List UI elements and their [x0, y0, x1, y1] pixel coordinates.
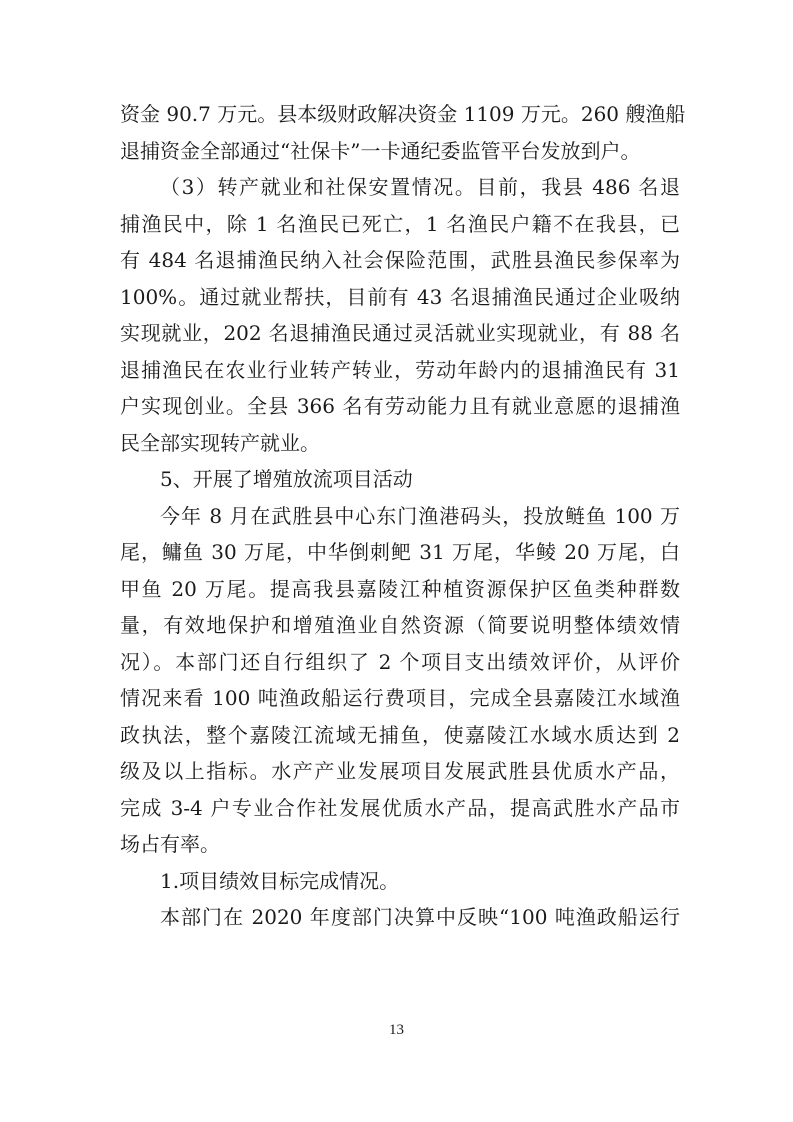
- text-line: 民全部实现转产就业。: [120, 430, 320, 455]
- text-line: 5、开展了增殖放流项目活动: [160, 467, 413, 491]
- text-line: 1.项目绩效目标完成情况。: [160, 868, 400, 893]
- text-line: 资金 90.7 万元。县本级财政解决资金 1109 万元。260 艘渔船: [120, 102, 686, 126]
- text-line: 今年 8 月在武胜县中心东门渔港码头，投放鲢鱼 100 万: [160, 503, 680, 528]
- text-line: 100%。通过就业帮扶，目前有 43 名退捕渔民通过企业吸纳: [120, 284, 680, 309]
- text-line: 级及以上指标。水产产业发展项目发展武胜县优质水产品，: [120, 759, 680, 783]
- text-line: 尾，鳙鱼 30 万尾，中华倒刺鲃 31 万尾，华鲮 20 万尾，白: [120, 540, 680, 564]
- text-line: 捕渔民中，除 1 名渔民已死亡，1 名渔民户籍不在我县，已: [120, 211, 680, 236]
- text-line: 况）。本部门还自行组织了 2 个项目支出绩效评价，从评价: [120, 649, 680, 674]
- text-line: 退捕渔民在农业行业转产转业，劳动年龄内的退捕渔民有 31: [120, 357, 680, 382]
- text-line: 户实现创业。全县 366 名有劳动能力且有就业意愿的退捕渔: [120, 394, 680, 418]
- page-number: 13: [389, 1022, 404, 1038]
- text-line: 量，有效地保护和增殖渔业自然资源（简要说明整体绩效情: [120, 613, 680, 637]
- text-line: 甲鱼 20 万尾。提高我县嘉陵江种植资源保护区鱼类种群数: [120, 576, 680, 601]
- text-line: （3）转产就业和社保安置情况。目前，我县 486 名退: [160, 175, 680, 199]
- text-line: 退捕资金全部通过“社保卡”一卡通纪委监管平台发放到户。: [120, 138, 641, 163]
- text-line: 有 484 名退捕渔民纳入社会保险范围，武胜县渔民参保率为: [120, 248, 680, 272]
- text-line: 场占有率。: [120, 832, 220, 856]
- text-line: 政执法，整个嘉陵江流域无捕鱼，使嘉陵江水域水质达到 2: [120, 722, 680, 747]
- text-line: 本部门在 2020 年度部门决算中反映“100 吨渔政船运行: [160, 905, 680, 929]
- text-line: 实现就业，202 名退捕渔民通过灵活就业实现就业，有 88 名: [120, 321, 680, 345]
- text-line: 完成 3-4 户专业合作社发展优质水产品，提高武胜水产品市: [120, 795, 680, 820]
- body-text: [120, 96, 686, 936]
- text-line: 情况来看 100 吨渔政船运行费项目，完成全县嘉陵江水域渔: [120, 686, 680, 710]
